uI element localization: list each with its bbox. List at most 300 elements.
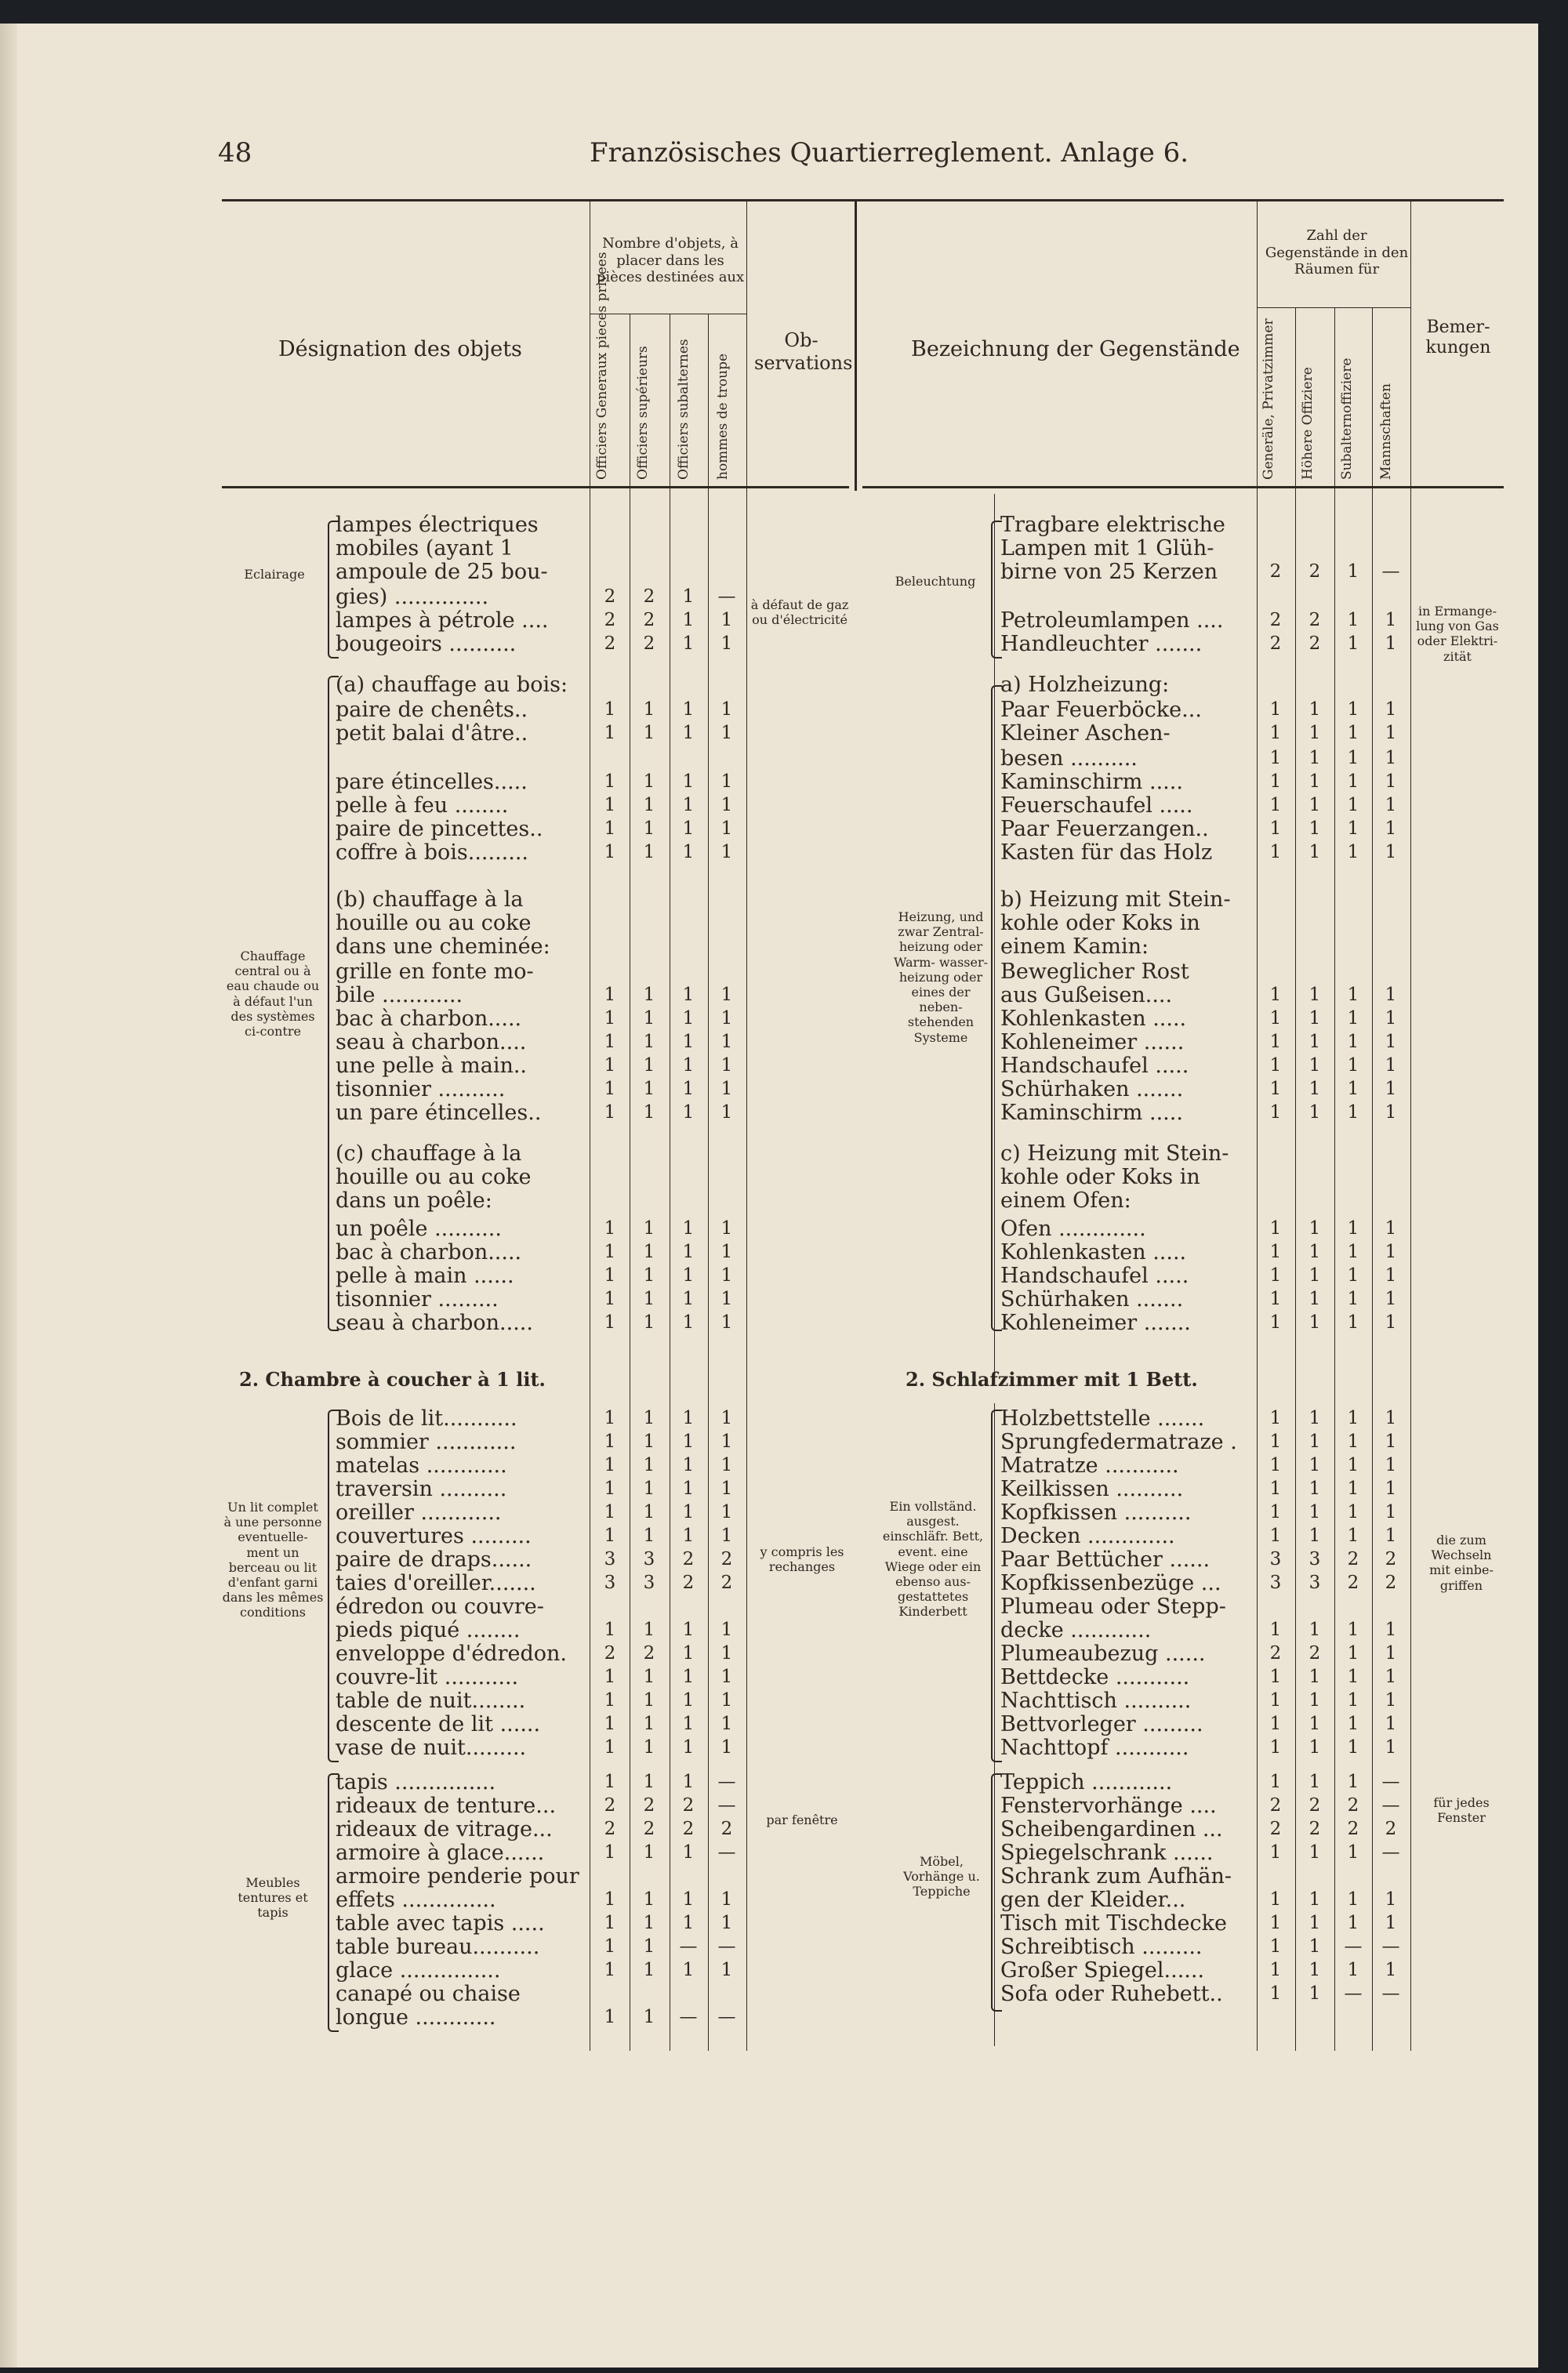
- count-cell: 1: [682, 1913, 695, 1933]
- row-label-fr: oreiller ............: [336, 1500, 502, 1525]
- count-cell: 1: [1308, 1479, 1321, 1499]
- count-cell: 1: [682, 1102, 695, 1123]
- col-header-superieurs: Officiers supérieurs: [635, 346, 651, 480]
- count-cell: 1: [720, 1032, 733, 1052]
- count-cell: 3: [1308, 1573, 1321, 1593]
- count-cell: 1: [604, 1960, 616, 1980]
- count-cell: —: [679, 1936, 698, 1957]
- count-cell: 1: [720, 1079, 733, 1099]
- col-header-hoehere: Höhere Offiziere: [1300, 367, 1316, 480]
- count-cell: 2: [720, 1549, 733, 1569]
- count-cell: 1: [604, 1526, 616, 1546]
- count-cell: 1: [1347, 699, 1359, 720]
- count-cell: 1: [1269, 1889, 1282, 1910]
- col-line: [1334, 307, 1335, 2051]
- count-cell: 1: [1385, 1431, 1397, 1452]
- count-cell: 1: [604, 818, 616, 839]
- count-cell: 1: [643, 818, 655, 839]
- count-cell: 1: [1385, 1714, 1397, 1734]
- count-cell: 1: [1269, 1667, 1282, 1687]
- count-cell: 2: [1385, 1573, 1397, 1593]
- row-label-de: Matratze ...........: [1000, 1453, 1179, 1478]
- obs-gaz: à défaut de gaz ou d'électricité: [750, 597, 849, 628]
- row-label-fr: houille ou au coke: [336, 1165, 532, 1189]
- count-cell: 1: [1308, 1008, 1321, 1029]
- row-label-fr: canapé ou chaise: [336, 1982, 521, 2006]
- row-label-de: b) Heizung mit Stein-: [1000, 887, 1231, 912]
- count-cell: 1: [1385, 1889, 1397, 1910]
- row-label-fr: dans une cheminée:: [336, 934, 550, 959]
- count-cell: 1: [604, 1032, 616, 1052]
- count-cell: 1: [1385, 1737, 1397, 1758]
- count-cell: 1: [720, 1008, 733, 1029]
- count-cell: 1: [1269, 748, 1282, 768]
- row-label-fr: traversin ..........: [336, 1477, 507, 1501]
- row-label-de: Kaminschirm .....: [1000, 770, 1183, 794]
- row-label-fr: pare étincelles.....: [336, 770, 528, 794]
- count-cell: 2: [1347, 1795, 1359, 1816]
- count-cell: 2: [1269, 610, 1282, 630]
- row-label-de: Ofen .............: [1000, 1217, 1146, 1241]
- count-cell: 1: [1308, 1312, 1321, 1333]
- count-cell: 1: [1308, 771, 1321, 792]
- count-cell: 1: [1347, 1242, 1359, 1262]
- count-cell: 2: [682, 1573, 695, 1593]
- count-cell: 1: [720, 633, 733, 654]
- count-cell: 2: [643, 1643, 655, 1664]
- col-header-bezeichnung: Bezeichnung der Gegenstände: [911, 337, 1240, 361]
- count-cell: 1: [604, 1102, 616, 1123]
- count-cell: 1: [720, 1431, 733, 1452]
- count-cell: 1: [1269, 1079, 1282, 1099]
- count-cell: 1: [1347, 1218, 1359, 1239]
- row-label-fr: lampes à pétrole ....: [336, 608, 549, 633]
- count-cell: 1: [1347, 633, 1359, 654]
- row-label-fr: tisonnier ..........: [336, 1077, 506, 1101]
- row-label-de: gen der Kleider...: [1000, 1888, 1186, 1912]
- row-label-de: einem Ofen:: [1000, 1188, 1131, 1213]
- count-cell: 1: [1269, 1983, 1282, 2004]
- count-cell: 1: [1269, 1032, 1282, 1052]
- count-cell: 1: [682, 610, 695, 630]
- row-label-fr: matelas ............: [336, 1453, 507, 1478]
- count-cell: 1: [643, 1526, 655, 1546]
- count-cell: 2: [604, 1643, 616, 1664]
- row-label-fr: tisonnier .........: [336, 1287, 499, 1312]
- row-label-de: decke ............: [1000, 1618, 1152, 1642]
- count-cell: 1: [1269, 1714, 1282, 1734]
- row-label-de: Kasten für das Holz: [1000, 840, 1213, 865]
- col-header-troupe: hommes de troupe: [715, 353, 731, 480]
- count-cell: 1: [720, 1479, 733, 1499]
- count-cell: 1: [720, 1055, 733, 1076]
- row-label-fr: vase de nuit.........: [336, 1736, 527, 1760]
- count-cell: 1: [1347, 561, 1359, 582]
- row-label-fr: mobiles (ayant 1: [336, 536, 514, 561]
- count-cell: 3: [643, 1573, 655, 1593]
- col-line: [746, 201, 747, 2051]
- count-cell: —: [1381, 1772, 1400, 1792]
- count-cell: 1: [1385, 1526, 1397, 1546]
- count-cell: 1: [604, 1079, 616, 1099]
- col-header-subaltern: Subalternoffiziere: [1339, 357, 1355, 480]
- row-label-de: Fenstervorhänge ....: [1000, 1794, 1217, 1818]
- count-cell: 1: [604, 1289, 616, 1309]
- count-cell: 1: [682, 1289, 695, 1309]
- count-cell: —: [1381, 1983, 1400, 2004]
- row-label-de: Keilkissen ..........: [1000, 1477, 1184, 1501]
- row-label-fr: une pelle à main..: [336, 1054, 528, 1078]
- count-cell: 2: [643, 633, 655, 654]
- count-cell: 1: [1385, 1643, 1397, 1664]
- count-cell: 1: [1385, 1913, 1397, 1933]
- count-cell: 1: [682, 1889, 695, 1910]
- count-cell: 2: [1269, 561, 1282, 582]
- count-cell: 1: [604, 1455, 616, 1475]
- count-cell: 3: [643, 1549, 655, 1569]
- count-cell: 1: [720, 1960, 733, 1980]
- col-header-generale: Generäle, Privatzimmer: [1261, 318, 1276, 480]
- count-cell: —: [717, 2007, 736, 2027]
- group-label-beleuchtung: Beleuchtung: [895, 574, 976, 589]
- row-label-de: Handschaufel .....: [1000, 1264, 1189, 1288]
- row-label-de: Teppich ............: [1000, 1770, 1173, 1794]
- count-cell: 1: [1308, 1265, 1321, 1286]
- row-label-fr: paire de draps......: [336, 1548, 532, 1572]
- row-label-fr: sommier ............: [336, 1430, 517, 1454]
- count-cell: 1: [1385, 795, 1397, 815]
- count-cell: 1: [1308, 748, 1321, 768]
- count-cell: 1: [1347, 1842, 1359, 1863]
- row-label-fr: grille en fonte mo-: [336, 960, 534, 984]
- count-cell: 2: [1385, 1819, 1397, 1839]
- count-cell: 1: [1308, 842, 1321, 862]
- count-cell: 1: [604, 1737, 616, 1758]
- group-label-schlafzimmer: Ein vollständ. ausgest. einschläfr. Bett, event. eine Wiege oder ein ebenso aus- gestattetes Kinderbett: [882, 1499, 984, 1620]
- count-cell: 1: [1269, 1690, 1282, 1711]
- count-cell: 2: [604, 586, 616, 607]
- section-heading-de: 2. Schlafzimmer mit 1 Bett.: [906, 1368, 1198, 1391]
- count-cell: 1: [720, 1526, 733, 1546]
- count-cell: 1: [1385, 1032, 1397, 1052]
- count-cell: 1: [1308, 1667, 1321, 1687]
- count-cell: 1: [1308, 1913, 1321, 1933]
- row-label-fr: couvre-lit ...........: [336, 1665, 519, 1689]
- count-cell: 1: [1385, 1502, 1397, 1522]
- col-line: [1257, 201, 1258, 2051]
- count-cell: 1: [720, 1455, 733, 1475]
- row-label-de: besen ..........: [1000, 746, 1138, 771]
- count-cell: 1: [643, 1242, 655, 1262]
- row-label-de: Holzbettstelle .......: [1000, 1406, 1205, 1431]
- count-cell: 1: [643, 1913, 655, 1933]
- count-cell: 1: [1308, 1242, 1321, 1262]
- count-cell: 1: [643, 771, 655, 792]
- count-cell: 1: [643, 1479, 655, 1499]
- row-label-fr: paire de chenêts..: [336, 698, 528, 722]
- row-label-de: Paar Feuerböcke...: [1000, 698, 1202, 722]
- count-cell: 1: [1269, 842, 1282, 862]
- count-cell: 1: [682, 1008, 695, 1029]
- count-cell: 1: [1308, 795, 1321, 815]
- count-cell: 1: [1347, 1455, 1359, 1475]
- count-cell: 1: [1347, 1032, 1359, 1052]
- count-cell: 2: [1269, 1795, 1282, 1816]
- col-line: [1410, 201, 1411, 2051]
- count-cell: 1: [682, 1312, 695, 1333]
- count-cell: 1: [720, 795, 733, 815]
- count-cell: 1: [1385, 1690, 1397, 1711]
- bem-fenster: für jedes Fenster: [1433, 1795, 1490, 1826]
- count-cell: 1: [1347, 1737, 1359, 1758]
- row-label-de: Tisch mit Tischdecke: [1000, 1911, 1227, 1936]
- row-label-fr: bac à charbon.....: [336, 1007, 522, 1031]
- count-cell: —: [717, 1795, 736, 1816]
- count-cell: 1: [1308, 1218, 1321, 1239]
- count-cell: 1: [1269, 985, 1282, 1005]
- count-cell: 1: [682, 842, 695, 862]
- count-cell: 1: [1385, 1079, 1397, 1099]
- bem-wechsel: die zum Wechseln mit einbe- griffen: [1429, 1533, 1494, 1593]
- count-cell: 1: [1385, 1218, 1397, 1239]
- row-label-fr: gies) ..............: [336, 585, 489, 609]
- count-cell: 1: [1308, 1960, 1321, 1980]
- row-label-de: Plumeau oder Stepp-: [1000, 1595, 1226, 1619]
- row-label-fr: édredon ou couvre-: [336, 1595, 544, 1619]
- group-label-chauffage: Chauffage central ou à eau chaude ou à défaut l'un des systèmes ci-contre: [226, 949, 320, 1039]
- col-header-observations: Ob- servations: [754, 329, 853, 374]
- count-cell: 2: [1308, 1819, 1321, 1839]
- count-cell: 1: [1385, 699, 1397, 720]
- group-label-heizung: Heizung, und zwar Zentral- heizung oder Warm- wasser- heizung oder eines der neben- stehenden Systeme: [893, 909, 989, 1045]
- count-cell: 1: [1308, 1455, 1321, 1475]
- count-cell: 1: [1385, 1455, 1397, 1475]
- count-cell: 1: [1385, 1242, 1397, 1262]
- count-cell: 2: [643, 610, 655, 630]
- count-cell: 1: [1347, 1643, 1359, 1664]
- count-cell: 1: [604, 1772, 616, 1792]
- count-cell: 1: [682, 586, 695, 607]
- row-label-de: Nachttopf ...........: [1000, 1736, 1189, 1760]
- count-cell: 1: [1385, 771, 1397, 792]
- row-label-fr: armoire à glace......: [336, 1841, 545, 1865]
- count-cell: 1: [720, 1913, 733, 1933]
- count-cell: 2: [1308, 633, 1321, 654]
- count-cell: —: [1381, 1795, 1400, 1816]
- count-cell: 1: [1308, 1983, 1321, 2004]
- count-cell: 1: [720, 818, 733, 839]
- count-cell: 3: [604, 1573, 616, 1593]
- count-cell: 2: [1269, 1819, 1282, 1839]
- row-label-de: Kaminschirm .....: [1000, 1101, 1183, 1125]
- row-label-fr: lampes électriques: [336, 513, 539, 537]
- count-cell: 1: [1347, 1502, 1359, 1522]
- count-cell: 1: [1385, 1960, 1397, 1980]
- count-cell: 2: [1347, 1573, 1359, 1593]
- count-cell: 1: [720, 1737, 733, 1758]
- count-cell: 1: [1308, 1690, 1321, 1711]
- count-cell: 2: [1308, 561, 1321, 582]
- running-title: Französisches Quartierreglement. Anlage 6.: [590, 137, 1189, 169]
- count-cell: 2: [682, 1795, 695, 1816]
- count-cell: 1: [604, 723, 616, 743]
- divider-line: [855, 201, 857, 491]
- count-cell: 1: [682, 1032, 695, 1052]
- count-cell: 1: [604, 842, 616, 862]
- count-cell: 1: [720, 723, 733, 743]
- book-spine: [0, 24, 17, 2368]
- row-label-fr: paire de pincettes..: [336, 817, 543, 841]
- row-label-de: Kopfkissenbezüge ...: [1000, 1571, 1221, 1595]
- count-cell: 1: [643, 1079, 655, 1099]
- count-cell: 1: [1269, 699, 1282, 720]
- count-cell: 1: [720, 1667, 733, 1687]
- count-cell: 1: [720, 699, 733, 720]
- count-cell: 2: [1308, 1643, 1321, 1664]
- count-cell: 1: [1308, 1032, 1321, 1052]
- row-label-de: Lampen mit 1 Glüh-: [1000, 536, 1214, 561]
- row-label-fr: ampoule de 25 bou-: [336, 560, 548, 584]
- row-label-fr: pelle à main ......: [336, 1264, 514, 1288]
- count-cell: 1: [643, 1218, 655, 1239]
- count-cell: 1: [1347, 1620, 1359, 1640]
- count-cell: 1: [1347, 1479, 1359, 1499]
- count-cell: 1: [720, 771, 733, 792]
- count-cell: 1: [604, 699, 616, 720]
- row-label-fr: table avec tapis .....: [336, 1911, 545, 1936]
- row-label-de: Tragbare elektrische: [1000, 513, 1225, 537]
- count-cell: 1: [1308, 1620, 1321, 1640]
- count-cell: 1: [1347, 1408, 1359, 1428]
- count-cell: 1: [604, 1408, 616, 1428]
- count-cell: 2: [643, 586, 655, 607]
- row-label-de: Kohleneimer .......: [1000, 1311, 1191, 1335]
- row-label-de: Paar Feuerzangen..: [1000, 817, 1209, 841]
- count-cell: 1: [1385, 633, 1397, 654]
- count-cell: 1: [604, 985, 616, 1005]
- count-cell: 2: [1385, 1549, 1397, 1569]
- count-cell: 1: [682, 795, 695, 815]
- count-cell: 1: [1308, 985, 1321, 1005]
- count-cell: 1: [1269, 1055, 1282, 1076]
- count-cell: 1: [682, 1737, 695, 1758]
- count-cell: 1: [1385, 1312, 1397, 1333]
- row-label-de: Beweglicher Rost: [1000, 960, 1189, 984]
- count-cell: 1: [604, 1312, 616, 1333]
- count-cell: 1: [643, 1690, 655, 1711]
- row-label-de: Scheibengardinen ...: [1000, 1817, 1223, 1841]
- count-cell: 1: [720, 1218, 733, 1239]
- count-cell: 1: [1269, 795, 1282, 815]
- count-cell: 1: [682, 1714, 695, 1734]
- count-cell: 1: [1308, 1079, 1321, 1099]
- count-cell: 1: [1385, 1479, 1397, 1499]
- count-cell: 1: [682, 1055, 695, 1076]
- count-cell: 3: [1269, 1573, 1282, 1593]
- count-cell: 1: [643, 1455, 655, 1475]
- count-cell: 1: [1347, 1667, 1359, 1687]
- count-cell: 1: [1385, 1289, 1397, 1309]
- group-label-moebel: Möbel, Vorhänge u. Teppiche: [903, 1854, 980, 1899]
- count-cell: 1: [1347, 610, 1359, 630]
- count-cell: 1: [643, 1102, 655, 1123]
- row-label-de: kohle oder Koks in: [1000, 911, 1200, 935]
- row-label-de: Handschaufel .....: [1000, 1054, 1189, 1078]
- count-cell: 2: [1269, 633, 1282, 654]
- count-cell: 1: [643, 1032, 655, 1052]
- row-label-fr: bac à charbon.....: [336, 1240, 522, 1265]
- count-cell: 1: [1347, 1889, 1359, 1910]
- count-cell: 1: [720, 1714, 733, 1734]
- count-cell: —: [1344, 1983, 1363, 2004]
- count-cell: 1: [604, 1913, 616, 1933]
- row-label-fr: seau à charbon.....: [336, 1311, 533, 1335]
- group-label-meubles: Meubles tentures et tapis: [238, 1875, 308, 1921]
- count-cell: 1: [1347, 1265, 1359, 1286]
- count-cell: 2: [1269, 1643, 1282, 1664]
- count-cell: 1: [1269, 1312, 1282, 1333]
- count-cell: 1: [682, 1265, 695, 1286]
- count-cell: 1: [604, 1218, 616, 1239]
- count-cell: 2: [1308, 1795, 1321, 1816]
- count-cell: 2: [682, 1549, 695, 1569]
- row-label-fr: armoire penderie pour: [336, 1864, 579, 1889]
- count-cell: 1: [1347, 1431, 1359, 1452]
- count-cell: 1: [720, 1242, 733, 1262]
- row-label-fr: bougeoirs ..........: [336, 632, 517, 656]
- count-cell: 1: [1385, 1667, 1397, 1687]
- count-cell: 1: [604, 1242, 616, 1262]
- count-cell: —: [717, 1772, 736, 1792]
- count-cell: 1: [1347, 1289, 1359, 1309]
- count-cell: 1: [1347, 1055, 1359, 1076]
- row-label-de: Sofa oder Ruhebett..: [1000, 1982, 1223, 2006]
- count-cell: 1: [1269, 1431, 1282, 1452]
- count-cell: 1: [1269, 1479, 1282, 1499]
- count-cell: —: [679, 2007, 698, 2027]
- count-cell: 1: [682, 1960, 695, 1980]
- count-cell: 1: [604, 1690, 616, 1711]
- count-cell: 1: [1269, 1842, 1282, 1863]
- bem-gas: in Ermange- lung von Gas oder Elektri- zität: [1416, 604, 1499, 664]
- count-cell: 1: [1308, 1737, 1321, 1758]
- count-cell: 1: [1347, 1714, 1359, 1734]
- row-label-fr: seau à charbon....: [336, 1030, 527, 1054]
- count-cell: 1: [682, 1772, 695, 1792]
- count-cell: 1: [682, 1643, 695, 1664]
- group-label-lit: Un lit complet à une personne eventuelle- ment un berceau ou lit d'enfant garni dans les mêmes conditions: [222, 1500, 324, 1620]
- count-cell: 1: [1347, 818, 1359, 839]
- row-label-de: aus Gußeisen....: [1000, 983, 1173, 1007]
- count-cell: 1: [1385, 1102, 1397, 1123]
- count-cell: 1: [643, 1842, 655, 1863]
- row-label-de: Spiegelschrank ......: [1000, 1841, 1214, 1865]
- count-cell: 1: [1385, 723, 1397, 743]
- row-label-de: Feuerschaufel .....: [1000, 793, 1193, 818]
- row-label-de: Petroleumlampen ....: [1000, 608, 1224, 633]
- count-cell: 1: [1269, 1455, 1282, 1475]
- row-label-de: Nachttisch ..........: [1000, 1689, 1192, 1713]
- count-cell: 1: [1347, 985, 1359, 1005]
- count-cell: 1: [604, 1479, 616, 1499]
- count-cell: 1: [604, 795, 616, 815]
- count-cell: 1: [643, 1289, 655, 1309]
- count-cell: 1: [682, 1455, 695, 1475]
- count-cell: 1: [1269, 1913, 1282, 1933]
- count-cell: 1: [1269, 1620, 1282, 1640]
- count-cell: 1: [1347, 771, 1359, 792]
- row-label-fr: longue ............: [336, 2005, 496, 2030]
